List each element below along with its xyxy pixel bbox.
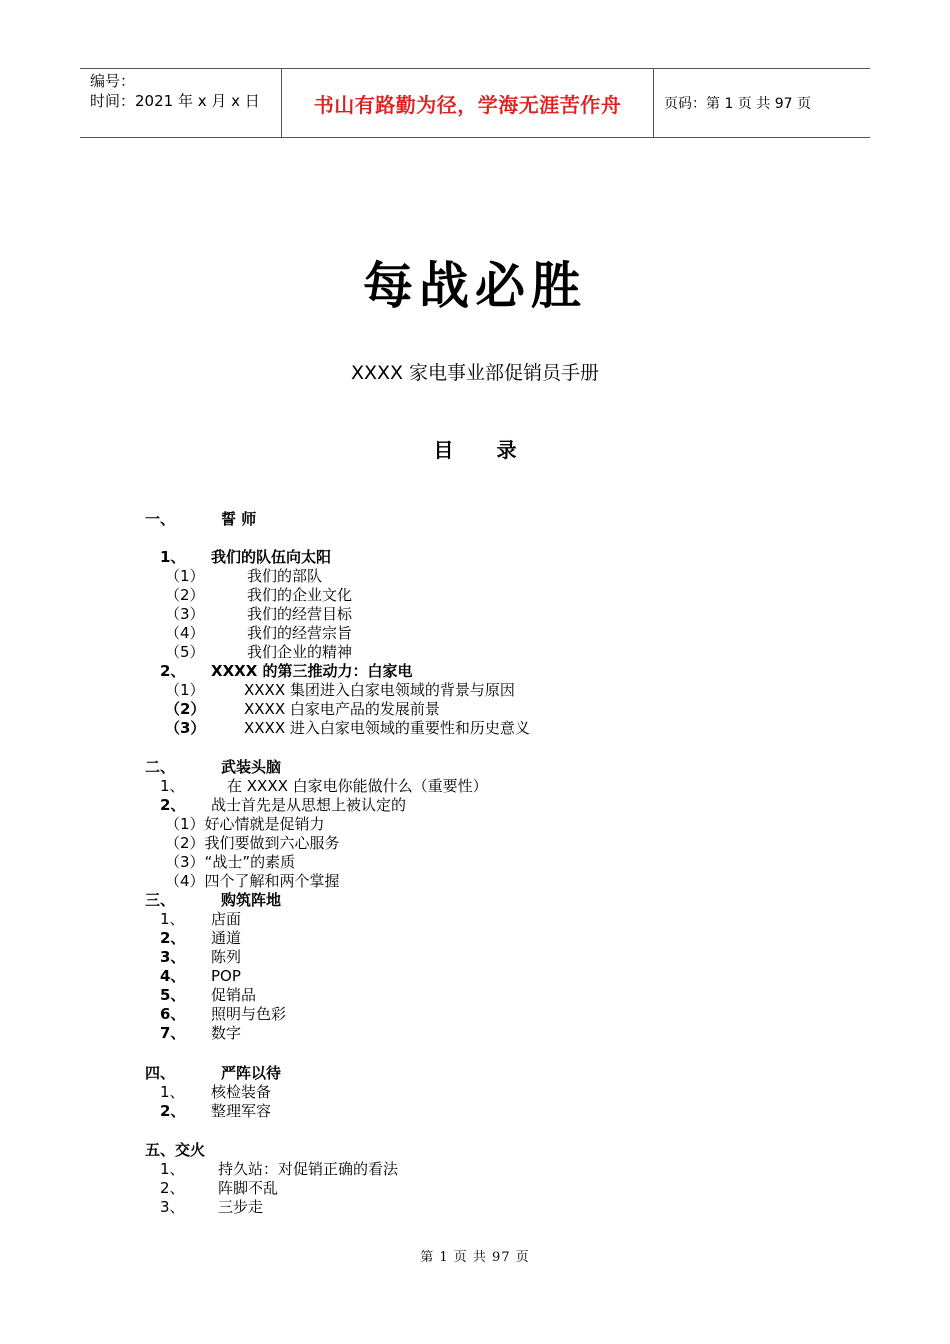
- toc-item: [160, 1083, 271, 1102]
- toc-num: 2、: [160, 662, 186, 680]
- toc-text: （4）四个了解和两个掌握: [165, 872, 340, 890]
- toc-num: 2、: [160, 1179, 185, 1197]
- toc-item: [160, 948, 241, 967]
- toc-text: 我们的经营宗旨: [247, 624, 353, 642]
- header-number-label: 编号：: [90, 72, 136, 90]
- toc-text: POP: [211, 967, 241, 985]
- toc-text: XXXX 白家电产品的发展前景: [244, 700, 440, 718]
- toc-item: [160, 986, 256, 1005]
- toc-num: 1、: [160, 1160, 185, 1178]
- toc-num: 2、: [160, 1102, 186, 1120]
- toc-num: 3、: [160, 948, 186, 966]
- toc-section: [145, 891, 281, 910]
- toc-text: 店面: [211, 910, 242, 928]
- toc-subitem: [165, 834, 340, 853]
- toc-text: XXXX 集团进入白家电领域的背景与原因: [244, 681, 515, 699]
- toc-item: [160, 1005, 286, 1024]
- toc-text: 阵脚不乱: [218, 1179, 279, 1197]
- page-footer: 第 1 页 共 97 页: [420, 1250, 530, 1265]
- toc-text: XXXX 的第三推动力：白家电: [211, 662, 413, 680]
- header-table: [80, 68, 870, 138]
- toc-text: 通道: [211, 929, 242, 947]
- header-motto: 书山有路勤为径，学海无涯苦作舟: [313, 92, 622, 117]
- toc-item: [160, 1024, 241, 1043]
- toc-subitem: [165, 719, 530, 738]
- toc-text: 购筑阵地: [221, 891, 282, 909]
- toc-subitem: [165, 681, 515, 700]
- toc-text: 核检装备: [211, 1083, 272, 1101]
- toc-num: 2、: [160, 796, 186, 814]
- toc-num: （1）: [165, 567, 205, 585]
- toc-subitem: [165, 643, 352, 662]
- toc-subitem: [165, 853, 295, 872]
- toc-num: 2、: [160, 929, 186, 947]
- toc-subitem: [165, 567, 322, 586]
- toc-num: 1、: [160, 910, 185, 928]
- toc-text: 整理军容: [211, 1102, 272, 1120]
- toc-subitem: [165, 872, 340, 891]
- toc-num: （4）: [165, 624, 205, 642]
- toc-num: 一、: [145, 510, 176, 528]
- toc-text: 照明与色彩: [211, 1005, 287, 1023]
- toc-text: 在 XXXX 白家电你能做什么（重要性）: [227, 777, 488, 795]
- toc-num: （2）: [165, 586, 205, 604]
- document-title: 每战必胜: [363, 256, 587, 315]
- toc-heading: 目 录: [433, 438, 535, 462]
- toc-section: [145, 1064, 281, 1083]
- header-meta: [80, 69, 282, 137]
- toc-item: [160, 1179, 278, 1198]
- header-page-info: 页码：第 1 页 共 97 页: [664, 96, 811, 112]
- toc-num: 5、: [160, 986, 186, 1004]
- toc-item: [160, 548, 331, 567]
- document-subtitle: XXXX 家电事业部促销员手册: [350, 362, 600, 384]
- toc-num: 三、: [145, 891, 176, 909]
- toc-text: 三步走: [218, 1198, 264, 1216]
- toc-num: （3）: [165, 605, 205, 623]
- toc-text: 誓 师: [221, 510, 257, 528]
- toc-text: （1）好心情就是促销力: [165, 815, 325, 833]
- toc-num: 6、: [160, 1005, 186, 1023]
- toc-text: 我们的经营目标: [247, 605, 353, 623]
- toc-section: [145, 758, 281, 777]
- toc-text: 我们的部队: [247, 567, 323, 585]
- toc-num: （3）: [165, 719, 206, 737]
- toc-text: 我们企业的精神: [247, 643, 353, 661]
- toc-section: [145, 1141, 205, 1160]
- toc-subitem: [165, 605, 352, 624]
- toc-num: 1、: [160, 777, 185, 795]
- toc-item: [160, 796, 406, 815]
- toc-subitem: [165, 815, 325, 834]
- toc-text: 武装头脑: [221, 758, 282, 776]
- toc-text: 严阵以待: [221, 1064, 282, 1082]
- toc-num: 1、: [160, 548, 186, 566]
- toc-num: 二、: [145, 758, 176, 776]
- toc-section: [145, 510, 256, 529]
- toc-item: [160, 777, 488, 796]
- toc-num: （5）: [165, 643, 205, 661]
- toc-item: [160, 967, 241, 986]
- toc-subitem: [165, 700, 440, 719]
- toc-num: 3、: [160, 1198, 185, 1216]
- toc-num: 1、: [160, 1083, 185, 1101]
- toc-text: 战士首先是从思想上被认定的: [211, 796, 407, 814]
- toc-num: 四、: [145, 1064, 176, 1082]
- toc-item: [160, 1198, 263, 1217]
- toc-text: 我们的企业文化: [247, 586, 353, 604]
- toc-text: 五、交火: [145, 1141, 206, 1159]
- header-motto-cell: [282, 69, 654, 137]
- toc-item: [160, 1102, 271, 1121]
- toc-text: 促销品: [211, 986, 257, 1004]
- header-date: 时间：2021 年 x 月 x 日: [90, 92, 260, 110]
- toc-text: （2）我们要做到六心服务: [165, 834, 340, 852]
- toc-subitem: [165, 586, 352, 605]
- toc-item: [160, 929, 241, 948]
- toc-num: 7、: [160, 1024, 186, 1042]
- toc-text: 持久站：对促销正确的看法: [218, 1160, 399, 1178]
- toc-text: 陈列: [211, 948, 242, 966]
- toc-subitem: [165, 624, 352, 643]
- toc-text: 数字: [211, 1024, 242, 1042]
- toc-num: （2）: [165, 700, 206, 718]
- toc-text: XXXX 进入白家电领域的重要性和历史意义: [244, 719, 530, 737]
- toc-num: 4、: [160, 967, 186, 985]
- toc-num: （1）: [165, 681, 205, 699]
- toc-text: 我们的队伍向太阳: [211, 548, 332, 566]
- toc-item: [160, 910, 241, 929]
- toc-item: [160, 1160, 398, 1179]
- toc-item: [160, 662, 412, 681]
- toc-text: （3）“战士”的素质: [165, 853, 296, 871]
